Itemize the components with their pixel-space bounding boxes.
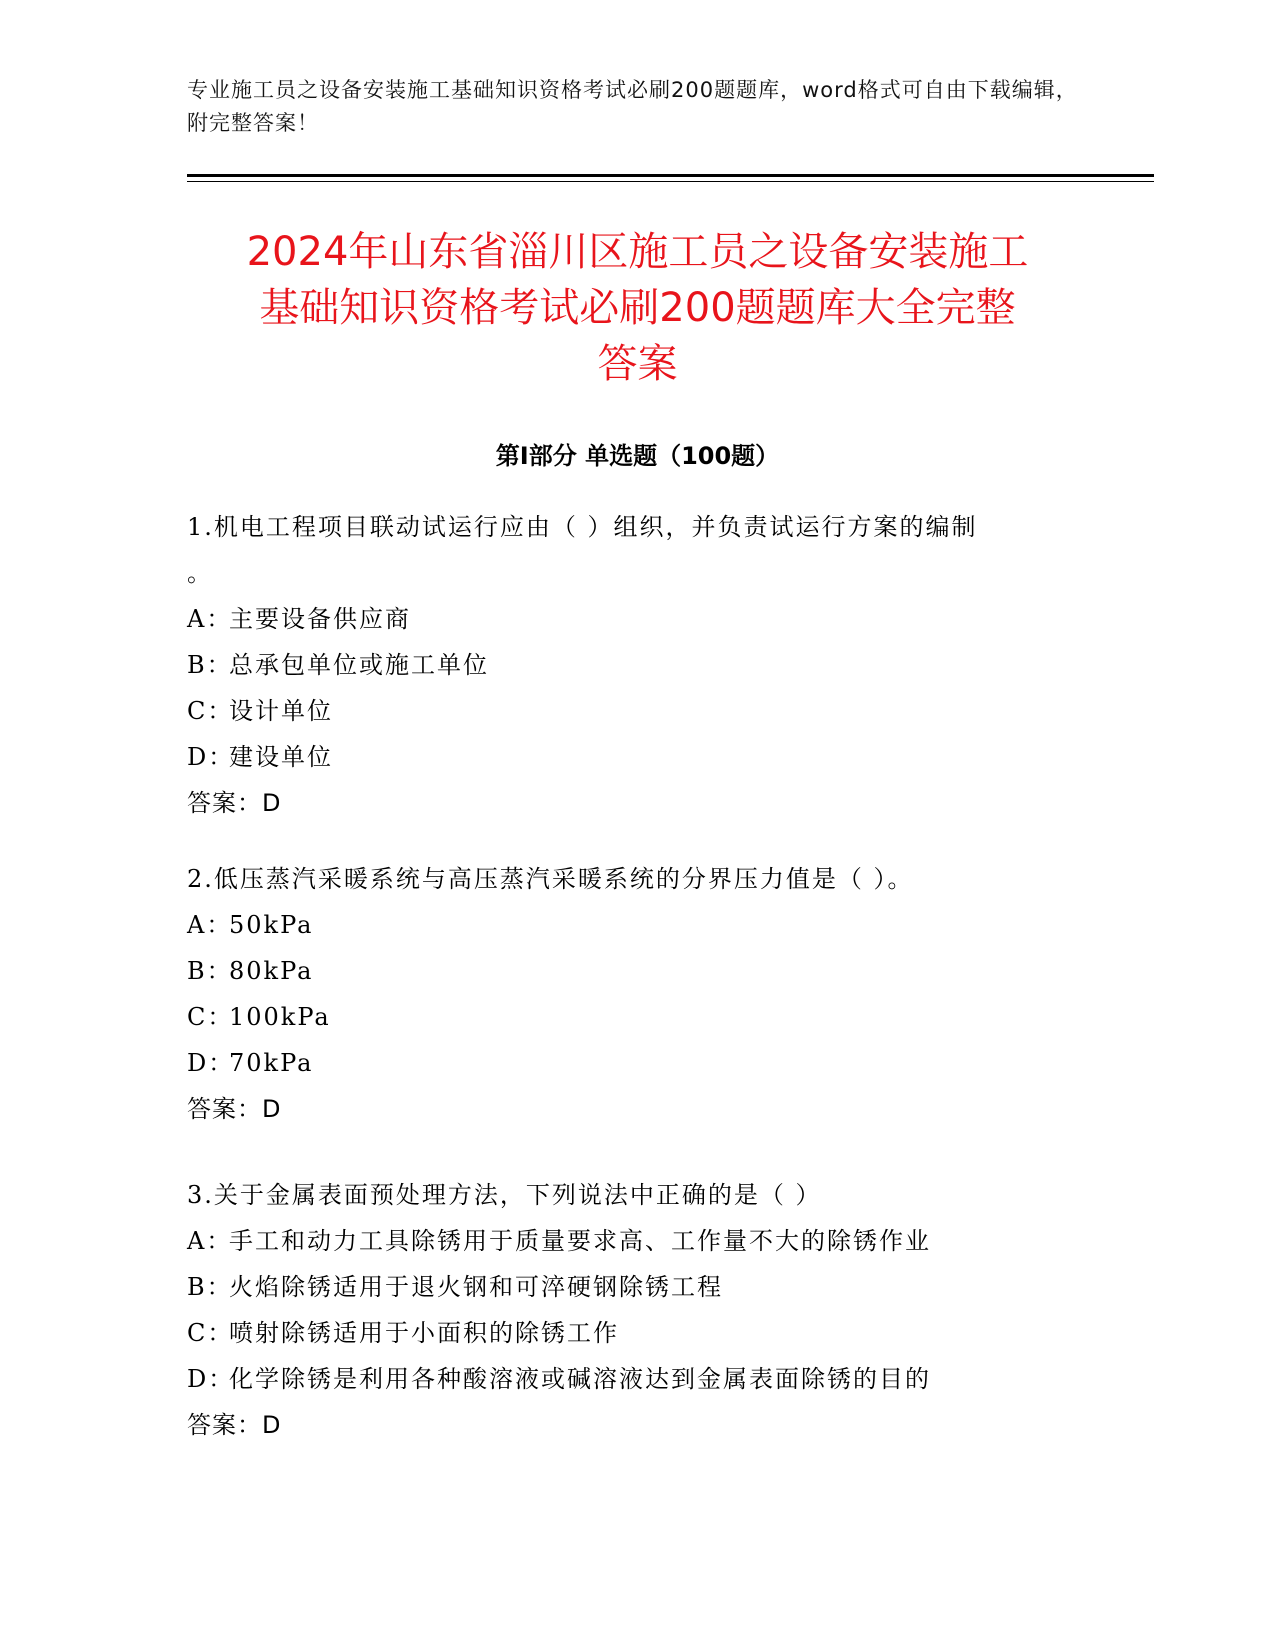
option-a bbox=[187, 596, 1087, 642]
question-stem: 1.机电工程项目联动试运行应由（ ）组织，并负责试运行方案的编制 bbox=[187, 513, 978, 541]
option-text: 设计单位 bbox=[229, 697, 333, 725]
title-line-2: 基础知识资格考试必刷200题题库大全完整 bbox=[259, 285, 1016, 331]
option-text: 总承包单位或施工单位 bbox=[229, 651, 489, 679]
option-d bbox=[187, 734, 1087, 780]
option-text: 主要设备供应商 bbox=[229, 605, 411, 633]
option-text: 80kPa bbox=[229, 957, 314, 985]
question-stem-continuation: 。 bbox=[187, 559, 213, 587]
option-d bbox=[187, 1040, 1087, 1086]
question-stem: 3.关于金属表面预处理方法，下列说法中正确的是（ ） bbox=[187, 1181, 822, 1209]
title-line-1: 2024年山东省淄川区施工员之设备安装施工 bbox=[246, 229, 1029, 275]
option-b bbox=[187, 1264, 1087, 1310]
document-title bbox=[150, 224, 1125, 392]
question-1 bbox=[187, 504, 1087, 826]
option-c bbox=[187, 1310, 1087, 1356]
option-b bbox=[187, 948, 1087, 994]
header-note: 专业施工员之设备安装施工基础知识资格考试必刷200题题库，word格式可自由下载编辑，附完整答案！ bbox=[187, 78, 1078, 135]
option-d bbox=[187, 1356, 1087, 1402]
answer bbox=[187, 780, 1087, 826]
answer-label: 答案： bbox=[187, 1411, 262, 1439]
option-text: 喷射除锈适用于小面积的除锈工作 bbox=[229, 1319, 619, 1347]
question-3 bbox=[187, 1172, 1087, 1448]
answer-value: D bbox=[262, 789, 282, 817]
option-text: 火焰除锈适用于退火钢和可淬硬钢除锈工程 bbox=[229, 1273, 723, 1301]
option-a bbox=[187, 1218, 1087, 1264]
option-key: C： bbox=[187, 1003, 234, 1031]
option-text: 化学除锈是利用各种酸溶液或碱溶液达到金属表面除锈的目的 bbox=[229, 1365, 931, 1393]
option-key: B： bbox=[187, 651, 233, 679]
option-key: A： bbox=[187, 605, 233, 633]
option-key: B： bbox=[187, 1273, 233, 1301]
option-key: C： bbox=[187, 697, 234, 725]
option-text: 70kPa bbox=[229, 1049, 314, 1077]
option-key: A： bbox=[187, 911, 233, 939]
question-stem: 2.低压蒸汽采暖系统与高压蒸汽采暖系统的分界压力值是（ ）。 bbox=[187, 865, 914, 893]
option-b bbox=[187, 642, 1087, 688]
option-key: D： bbox=[187, 1049, 235, 1077]
title-line-3: 答案 bbox=[597, 341, 678, 387]
answer-label: 答案： bbox=[187, 1095, 262, 1123]
option-key: A： bbox=[187, 1227, 233, 1255]
option-text: 建设单位 bbox=[229, 743, 333, 771]
option-c bbox=[187, 994, 1087, 1040]
option-key: C： bbox=[187, 1319, 234, 1347]
answer bbox=[187, 1402, 1087, 1448]
option-key: D： bbox=[187, 1365, 235, 1393]
option-text: 50kPa bbox=[229, 911, 314, 939]
option-text: 手工和动力工具除锈用于质量要求高、工作量不大的除锈作业 bbox=[229, 1227, 931, 1255]
header-rule-thick bbox=[187, 174, 1154, 177]
option-key: B： bbox=[187, 957, 233, 985]
section-heading: 第Ⅰ部分 单选题（100题） bbox=[495, 442, 780, 470]
option-key: D： bbox=[187, 743, 235, 771]
question-2 bbox=[187, 856, 1087, 1132]
answer-label: 答案： bbox=[187, 789, 262, 817]
option-a bbox=[187, 902, 1087, 948]
answer-value: D bbox=[262, 1411, 282, 1439]
answer-value: D bbox=[262, 1095, 282, 1123]
answer bbox=[187, 1086, 1087, 1132]
header-rule-thin bbox=[187, 181, 1154, 182]
option-text: 100kPa bbox=[229, 1003, 331, 1031]
option-c bbox=[187, 688, 1087, 734]
